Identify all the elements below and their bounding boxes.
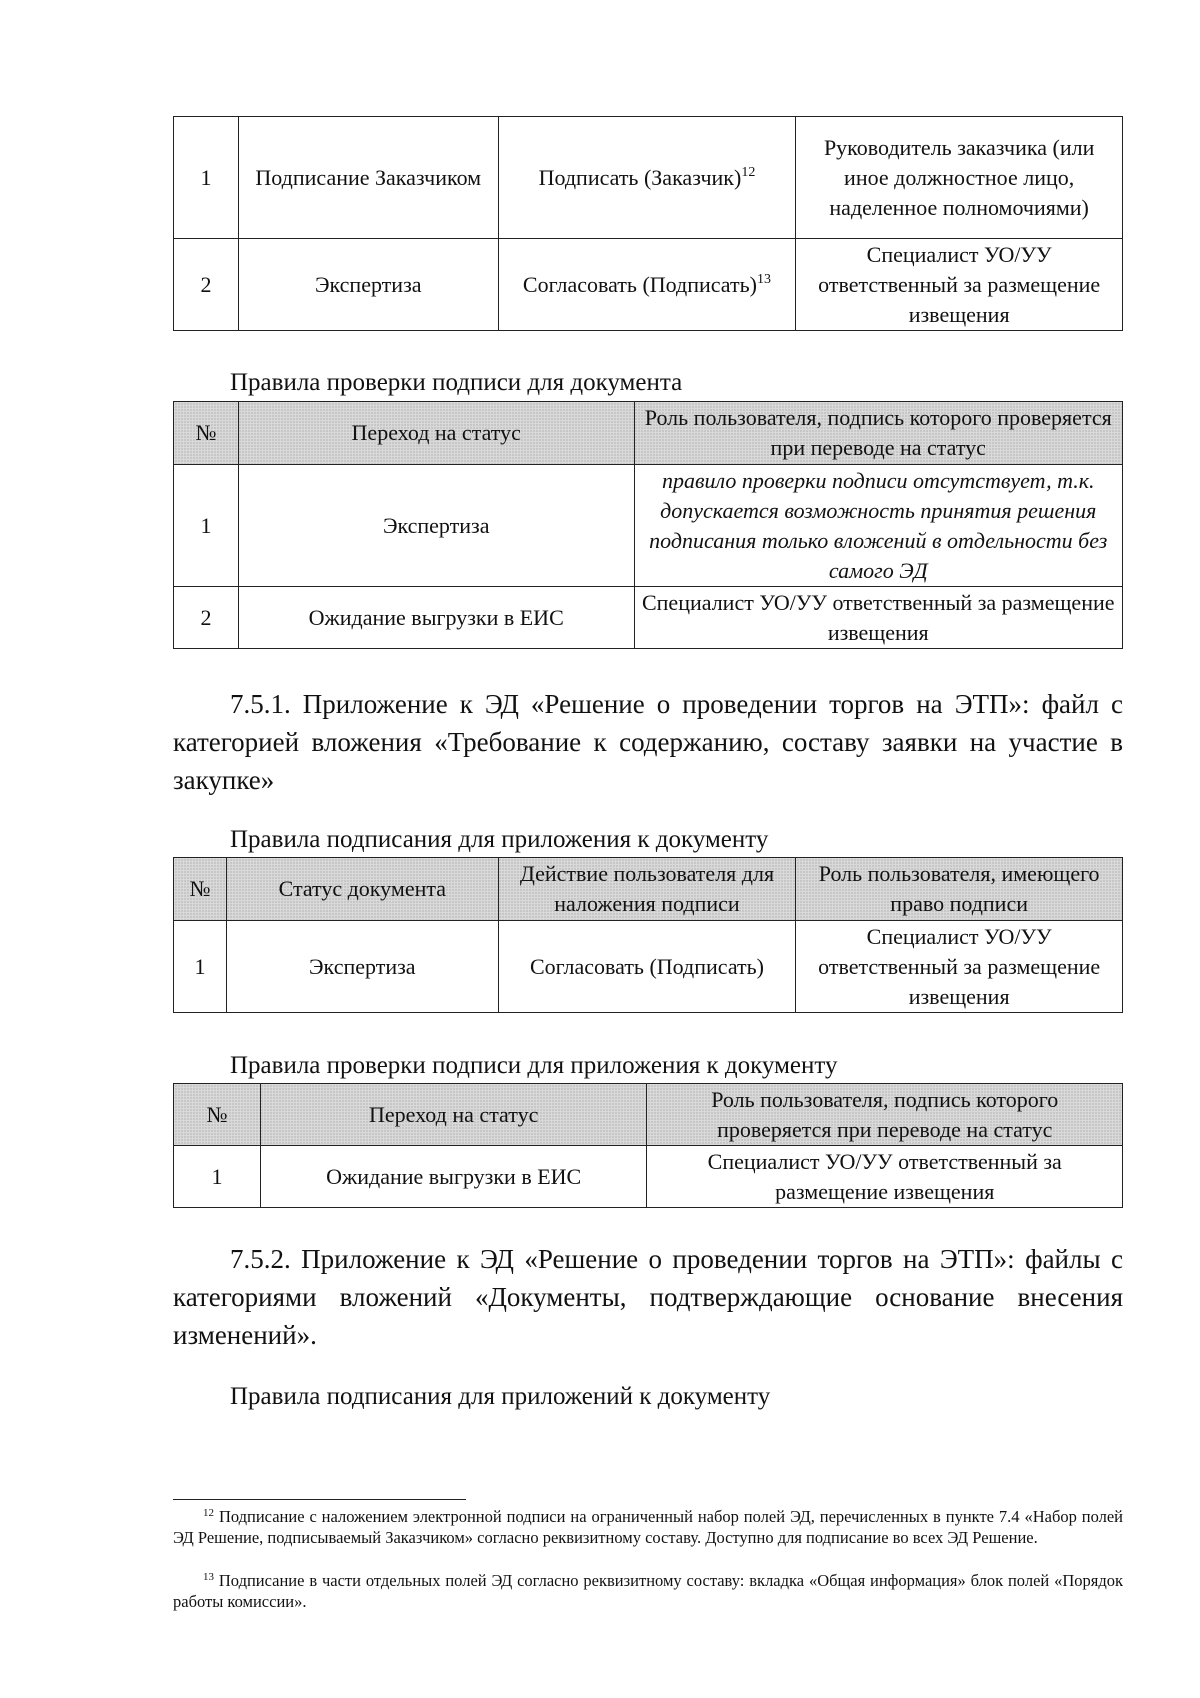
column-header: Действие пользователя для наложения подписи (498, 858, 796, 921)
user-role: Специалист УО/УУ ответственный за размещение извещения (634, 587, 1123, 649)
table-header-row (174, 858, 1123, 921)
table-row (174, 465, 1123, 587)
table-caption: Правила проверки подписи для документа (230, 369, 683, 396)
row-number: 1 (174, 921, 227, 1013)
table-caption: Правила проверки подписи для приложения к документу (230, 1052, 838, 1079)
table-row (174, 117, 1123, 239)
table-caption: Правила подписания для приложения к документу (230, 826, 769, 853)
signature-check-table (173, 401, 1123, 649)
column-header: Статус документа (226, 858, 498, 921)
user-action: Согласовать (Подписать) (498, 921, 796, 1013)
footnote-ref[interactable]: 12 (741, 164, 756, 180)
signing-rules-table-continued (173, 116, 1123, 331)
user-action: Согласовать (Подписать)$^{13}$ (498, 239, 796, 331)
table-row (174, 921, 1123, 1013)
footnote-ref[interactable]: 13 (756, 271, 771, 287)
user-role: Специалист УО/УУ ответственный за размещение извещения (796, 921, 1123, 1013)
attachment-signature-check-table (173, 1083, 1123, 1208)
column-header: № (174, 858, 227, 921)
table-row (174, 587, 1123, 649)
column-header: Переход на статус (260, 1084, 647, 1146)
document-status: Экспертиза (226, 921, 498, 1013)
table-caption: Правила подписания для приложений к документу (230, 1383, 771, 1410)
column-header: Роль пользователя, подпись которого проверяется при переводе на статус (647, 1084, 1123, 1146)
column-header: № (174, 1084, 261, 1146)
transition-status: Ожидание выгрузки в ЕИС (238, 587, 634, 649)
table-header-row (174, 402, 1123, 465)
section-paragraph-7-5-1: 7.5.1. Приложение к ЭД «Решение о проведении торгов на ЭТП»: файл с категорией вложения «Требование к содержанию, составу заявки на участие в закупке» (173, 689, 1123, 795)
transition-status: Экспертиза (238, 465, 634, 587)
transition-status: Ожидание выгрузки в ЕИС (260, 1146, 647, 1208)
footnote-12: $^{12}$ Подписание с наложением электронной подписи на ограниченный набор полей ЭД, перечисленных в пункте 7.4 «Набор полей ЭД Решение, подписываемый Заказчиком» согласно реквизитному составу. Доступно для подписание во всех ЭД Решение. (173, 1507, 1124, 1547)
footnote-separator (173, 1499, 466, 1500)
column-header: Роль пользователя, имеющего право подписи (796, 858, 1123, 921)
column-header: Роль пользователя, подпись которого проверяется при переводе на статус (634, 402, 1123, 465)
row-number: 2 (174, 239, 239, 331)
row-number: 1 (174, 1146, 261, 1208)
user-action: Подписать (Заказчик)$^{12}$ (498, 117, 796, 239)
column-header: № (174, 402, 239, 465)
user-role: правило проверки подписи отсутствует, т.к. допускается возможность принятия решения подписания только вложений в отдельности без самого ЭД (634, 465, 1123, 587)
section-paragraph-7-5-2: 7.5.2. Приложение к ЭД «Решение о проведении торгов на ЭТП»: файлы с категориями вложений «Документы, подтверждающие основание внесения изменений». (173, 1244, 1123, 1350)
column-header: Переход на статус (238, 402, 634, 465)
document-status: Подписание Заказчиком (238, 117, 498, 239)
table-row (174, 1146, 1123, 1208)
row-number: 1 (174, 117, 239, 239)
document-status: Экспертиза (238, 239, 498, 331)
row-number: 2 (174, 587, 239, 649)
table-row (174, 239, 1123, 331)
footnote-number: 13 (203, 1571, 214, 1583)
table-header-row (174, 1084, 1123, 1146)
footnote-number: 12 (203, 1507, 214, 1519)
user-role: Руководитель заказчика (или иное должностное лицо, наделенное полномочиями) (796, 117, 1123, 239)
attachment-signing-table (173, 857, 1123, 1013)
row-number: 1 (174, 465, 239, 587)
user-role: Специалист УО/УУ ответственный за размещение извещения (647, 1146, 1123, 1208)
user-role: Специалист УО/УУ ответственный за размещение извещения (796, 239, 1123, 331)
footnote-13: $^{13}$ Подписание в части отдельных полей ЭД согласно реквизитному составу: вкладка «Общая информация» блок полей «Порядок работы комиссии». (173, 1571, 1124, 1611)
